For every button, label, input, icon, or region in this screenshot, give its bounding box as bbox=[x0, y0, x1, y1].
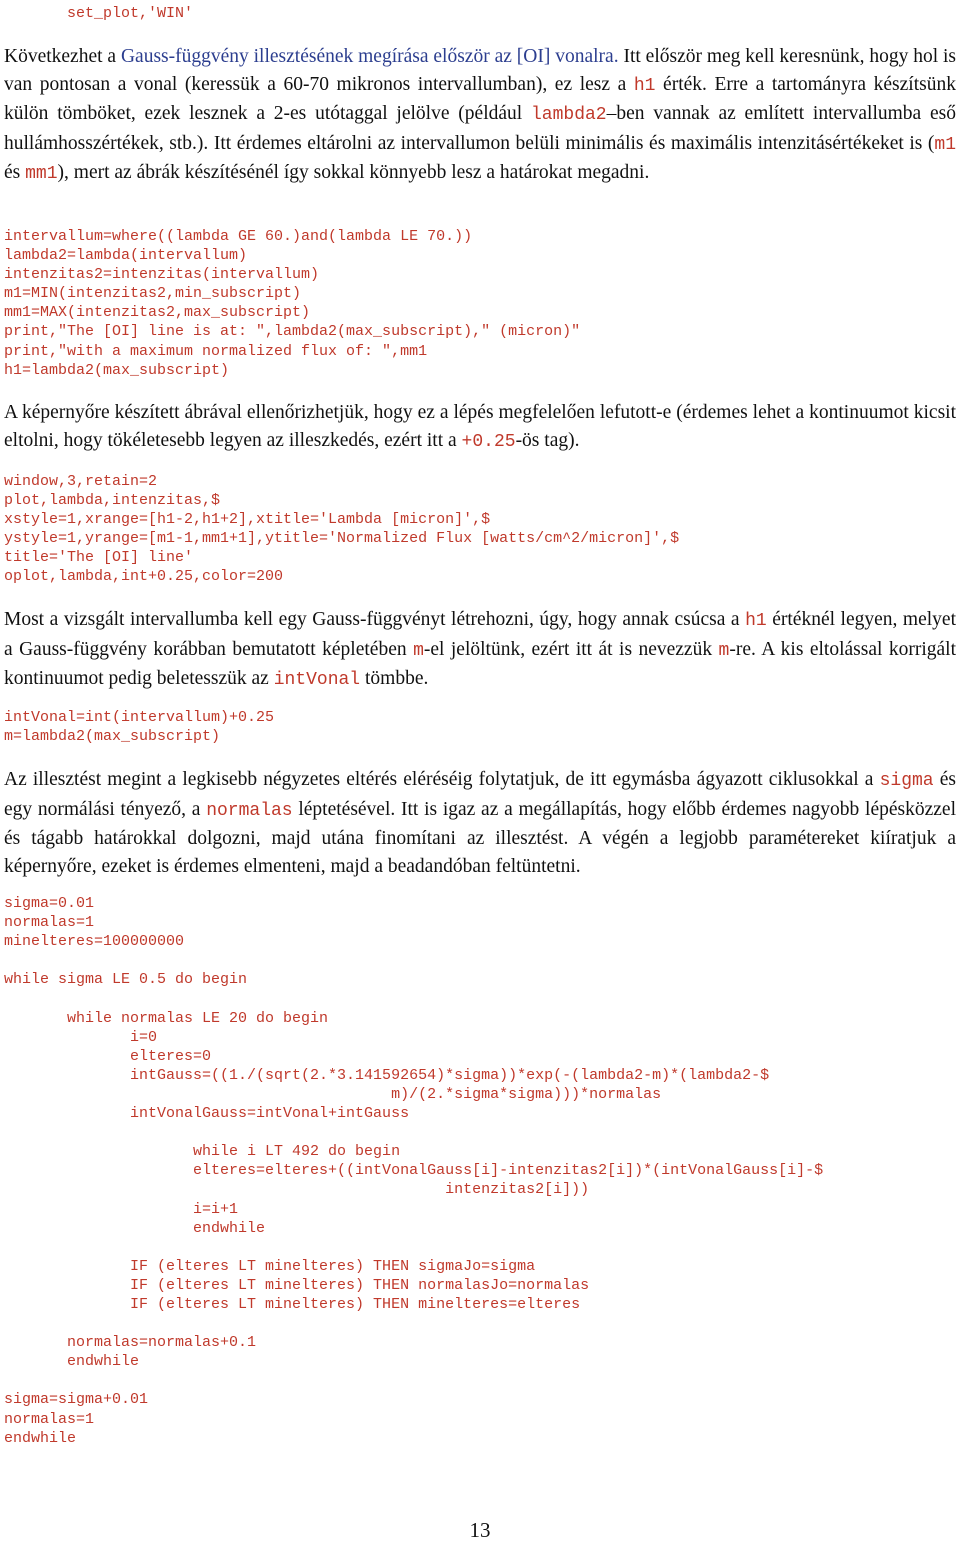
inline-code: h1 bbox=[633, 75, 656, 96]
inline-code: m bbox=[413, 640, 424, 661]
section-link[interactable]: Gauss-függvény illesztésének megírása először az [OI] vonalra. bbox=[120, 46, 619, 67]
code-block-set-plot: set_plot,'WIN' bbox=[4, 5, 194, 22]
paragraph-plot-check: A képernyőre készített ábrával ellenőrizhetjük, hogy ez a lépés megfelelően lefutott-e (érdemes lehet a kontinuumot kicsit eltolni, hogy tökéletesebb legyen az illeszkedés, ezért itt a +0.25-ös tag). bbox=[4, 402, 956, 452]
inline-code: lambda2 bbox=[531, 105, 607, 126]
inline-code: +0.25 bbox=[461, 431, 516, 452]
inline-code: sigma bbox=[879, 771, 934, 791]
paragraph-gauss-intro: Következhet a Gauss-függvény illesztésének megírása először az [OI] vonalra. Itt először meg kell keresnünk, hogy hol is van pontosan a vonal (keressük a 60-70 mikronos intervallumban), ez lesz a h1 érték. Erre a tartományra készítsünk külön tömböket, ezek lesznek a 2-es utótaggal jelölve (például lambda2–ben vannak az említett intervallumba eső hullámhosszértékek, stb.). Itt érdemes eltárolni az intervallumon belüli minimális és maximális intenzitásértékeket is (m1 és mm1), mert az ábrák készítésénél így sokkal könnyebb lesz a határokat megadni. bbox=[4, 46, 957, 185]
paragraph-gauss-create: Most a vizsgált intervallumba kell egy Gauss-függvényt létrehozni, úgy, hogy annak csúcsa a h1 értéknél legyen, melyet a Gauss-függvény korábban bemutatott képletében m-el jelöltünk, ezért itt át is nevezzük m-re. A kis eltolással korrigált kontinuumot pedig beletesszük az intVonal tömbbe. bbox=[4, 609, 957, 691]
page-number: 13 bbox=[469, 1518, 491, 1542]
inline-code: m bbox=[718, 640, 730, 661]
inline-code: intVonal bbox=[273, 670, 361, 691]
code-block-intvonal: intVonal=int(intervallum)+0.25 m=lambda2(max_subscript) bbox=[4, 709, 275, 746]
inline-code: mm1 bbox=[25, 164, 58, 185]
code-block-fit-loop: sigma=0.01 normalas=1 minelteres=100000000 while sigma LE 0.5 do begin while normalas LE 20 do begin i=0 elteres=0 intGauss=((1./(sqrt(2.*3.141592654)*sigma))*exp(-(lambda2-m)*(lambda2-$ m)/(2.*sigma*sigma)))*normalas intVonalGauss=intVonal+intGauss while i LT 492 do begin elteres=elteres+((intVonalGauss[i]-intenzitas2[i])*(intVonalGauss[i]-$ intenzitas2[i])) i=i+1 endwhile IF (elteres LT minelteres) THEN sigmaJo=sigma IF (elteres LT minelteres) THEN normalasJo=normalas IF (elteres LT minelteres) THEN minelteres=elteres normalas=normalas+0.1 endwhile sigma=sigma+0.01 normalas=1 endwhile bbox=[4, 895, 824, 1447]
code-block-interval: intervallum=where((lambda GE 60.)and(lambda LE 70.)) lambda2=lambda(intervallum) intenzitas2=intenzitas(intervallum) m1=MIN(intenzitas2,min_subscript) mm1=MAX(intenzitas2,max_subscript) print,"The [OI] line is at: ",lambda2(max_subscript)," (micron)" print,"with a maximum normalized flux of: ",mm1 h1=lambda2(max_subscript) bbox=[4, 228, 581, 379]
paragraph-fit-loop: Az illesztést megint a legkisebb négyzetes eltérés eléréséig folytatjuk, de itt egymásba ágyazott ciklusokkal a sigma és egy normálási tényező, a normalas léptetésével. Itt is igaz az a megállapítás, hogy előbb érdemes nagyobb lépésközzel és tágabb határokkal dolgozni, majd utána finomítani az illesztést. A végén a legjobb paramétereket kiíratjuk a képernyőre, ezeket is érdemes elmenteni, majd a beadandóban feltüntetni. bbox=[4, 769, 956, 877]
code-block-plot: window,3,retain=2 plot,lambda,intenzitas,$ xstyle=1,xrange=[h1-2,h1+2],xtitle='Lambda [micron]',$ ystyle=1,yrange=[m1-1,mm1+1],ytitle='Normalized Flux [watts/cm^2/micron]',$ title='The [OI] line' oplot,lambda,int+0.25,color=200 bbox=[4, 473, 680, 586]
inline-code: normalas bbox=[206, 800, 293, 821]
inline-code: h1 bbox=[745, 611, 767, 631]
inline-code: m1 bbox=[934, 134, 956, 155]
